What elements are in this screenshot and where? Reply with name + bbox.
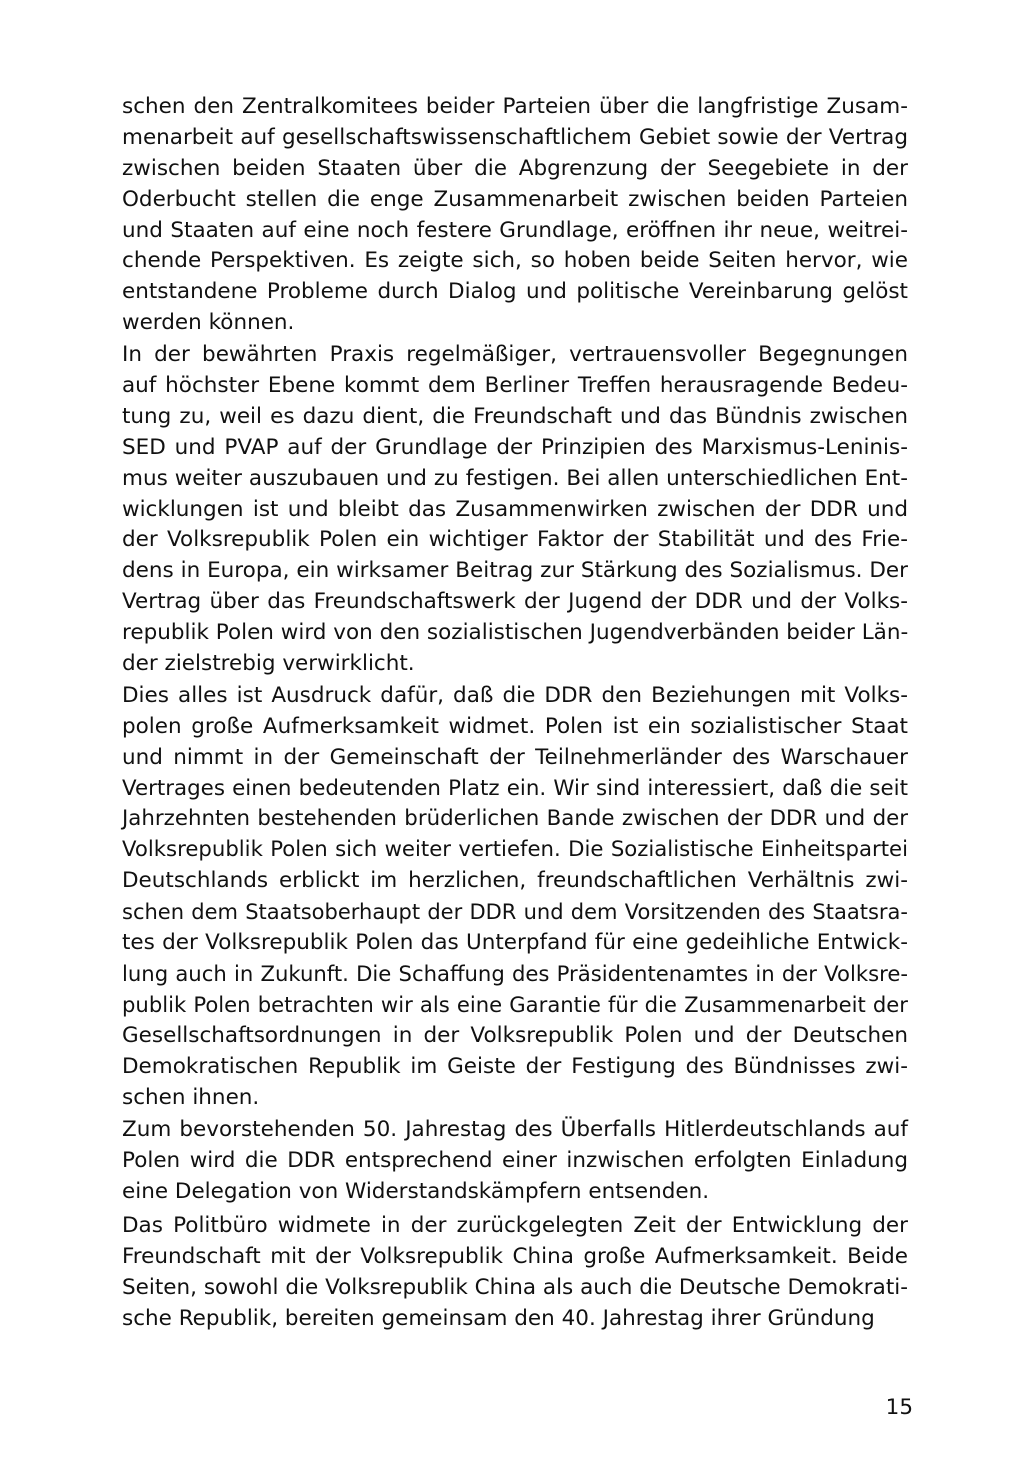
text-line: republik Polen wird von den sozialistischen Jugendverbänden beider Län- xyxy=(122,620,909,646)
text-line: Vertrag über das Freundschaftswerk der Jugend der DDR und der Volks- xyxy=(122,589,908,615)
page-number: 15 xyxy=(885,1395,913,1420)
text-line: auf höchster Ebene kommt dem Berliner Treffen herausragende Bedeu- xyxy=(122,373,908,399)
text-line: Freundschaft mit der Volksrepublik China große Aufmerksamkeit. Beide xyxy=(122,1243,908,1269)
text-line: der Volksrepublik Polen ein wichtiger Faktor der Stabilität und des Frie- xyxy=(122,527,908,553)
text-line: polen große Aufmerksamkeit widmet. Polen ist ein sozialistischer Staat xyxy=(122,713,908,739)
text-line: chende Perspektiven. Es zeigte sich, so hoben beide Seiten hervor, wie xyxy=(122,248,908,274)
text-line: Vertrages einen bedeutenden Platz ein. Wir sind interessiert, daß die seit xyxy=(122,775,908,801)
text-line: schen dem Staatsoberhaupt der DDR und dem Vorsitzenden des Staatsra- xyxy=(122,899,908,925)
body-text xyxy=(122,92,908,1335)
text-line: Deutschlands erblickt im herzlichen, freundschaftlichen Verhältnis zwi- xyxy=(122,868,908,894)
text-line: schen den Zentralkomitees beider Parteien über die langfristige Zusam- xyxy=(122,94,908,119)
paragraph xyxy=(122,92,908,339)
text-line: sche Republik, bereiten gemeinsam den 40. Jahrestag ihrer Gründung xyxy=(122,1305,875,1331)
text-line: entstandene Probleme durch Dialog und politische Vereinbarung gelöst xyxy=(122,279,908,305)
paragraph xyxy=(122,681,908,1113)
text-line: zwischen beiden Staaten über die Abgrenzung der Seegebiete in der xyxy=(122,155,908,181)
text-line: SED und PVAP auf der Grundlage der Prinzipien des Marxismus-Leninis- xyxy=(122,434,908,460)
text-line: mus weiter auszubauen und zu festigen. Bei allen unterschiedlichen Ent- xyxy=(122,465,908,491)
text-line: Seiten, sowohl die Volksrepublik China als auch die Deutsche Demokrati- xyxy=(122,1274,908,1300)
text-line: Polen wird die DDR entsprechend einer inzwischen erfolgten Einladung xyxy=(122,1148,908,1174)
text-line: Zum bevorstehenden 50. Jahrestag des Überfalls Hitlerdeutschlands auf xyxy=(122,1117,908,1143)
text-line: dens in Europa, ein wirksamer Beitrag zur Stärkung des Sozialismus. Der xyxy=(122,558,908,584)
text-line: tung zu, weil es dazu dient, die Freundschaft und das Bündnis zwischen xyxy=(122,403,908,429)
text-line: Das Politbüro widmete in der zurückgelegten Zeit der Entwicklung der xyxy=(122,1213,908,1239)
text-line: menarbeit auf gesellschaftswissenschaftlichem Gebiet sowie der Vertrag xyxy=(122,124,908,150)
text-line: wicklungen ist und bleibt das Zusammenwirken zwischen der DDR und xyxy=(122,496,908,522)
text-line: Oderbucht stellen die enge Zusammenarbeit zwischen beiden Parteien xyxy=(122,186,908,212)
text-line: lung auch in Zukunft. Die Schaffung des Präsidentenamtes in der Volksre- xyxy=(122,960,908,986)
text-line: tes der Volksrepublik Polen das Unterpfand für eine gedeihliche Entwick- xyxy=(122,930,908,956)
text-line: der zielstrebig verwirklicht. xyxy=(122,651,415,677)
text-line: Demokratischen Republik im Geiste der Festigung des Bündnisses zwi- xyxy=(122,1053,908,1079)
paragraph xyxy=(122,340,908,680)
text-line: In der bewährten Praxis regelmäßiger, vertrauensvoller Begegnungen xyxy=(122,342,908,368)
text-line: schen ihnen. xyxy=(122,1084,260,1110)
paragraph xyxy=(122,1211,908,1335)
paragraph xyxy=(122,1115,908,1208)
text-line: eine Delegation von Widerstandskämpfern entsenden. xyxy=(122,1179,710,1205)
text-line: publik Polen betrachten wir als eine Garantie für die Zusammenarbeit der xyxy=(122,991,908,1017)
text-line: Jahrzehnten bestehenden brüderlichen Bande zwischen der DDR und der xyxy=(122,806,908,832)
text-line: werden können. xyxy=(122,310,295,336)
text-line: und Staaten auf eine noch festere Grundlage, eröffnen ihr neue, weitrei- xyxy=(122,217,908,243)
text-line: Volksrepublik Polen sich weiter vertiefen. Die Sozialistische Einheitspartei xyxy=(122,837,908,863)
text-line: Gesellschaftsordnungen in der Volksrepublik Polen und der Deutschen xyxy=(122,1022,908,1048)
text-line: und nimmt in der Gemeinschaft der Teilnehmerländer des Warschauer xyxy=(122,744,908,770)
text-line: Dies alles ist Ausdruck dafür, daß die DDR den Beziehungen mit Volks- xyxy=(122,682,908,708)
